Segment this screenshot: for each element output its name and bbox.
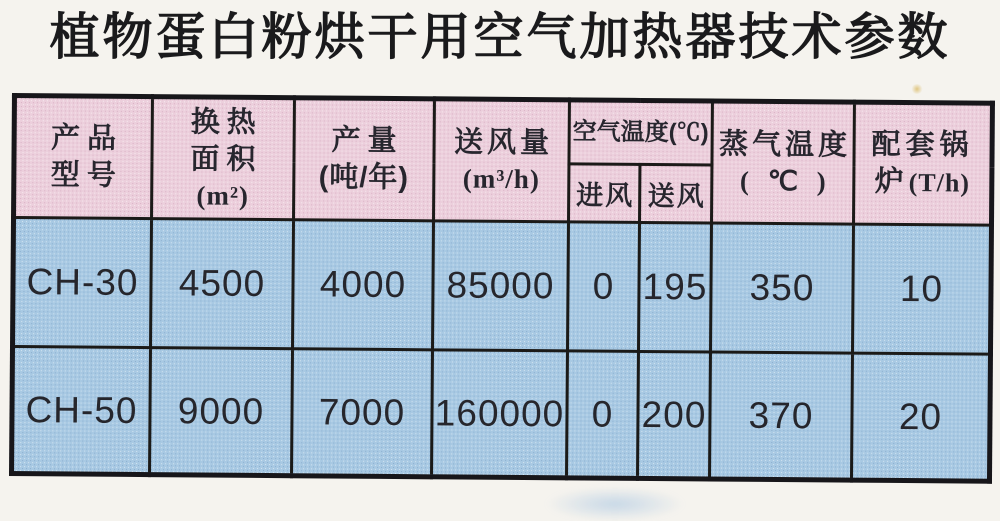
header-cell-heat-area [152, 97, 295, 220]
scan-speck-artifact [911, 84, 923, 94]
header-boiler-unit: (T/h) [908, 168, 971, 198]
header-boiler-line2 [855, 164, 989, 202]
cell-model: CH-50 [12, 347, 151, 475]
header-product-line1: 产品 [51, 122, 124, 155]
table-row-ch50 [12, 347, 991, 482]
cell-boiler: 20 [852, 353, 991, 481]
cell-heat-area: 9000 [150, 348, 293, 476]
header-air-temp-label: 空气温度(℃) [572, 118, 709, 147]
cell-steam-temp: 370 [710, 352, 853, 480]
header-steam-temp-line1: 蒸气温度 [718, 128, 852, 162]
cell-air-outlet: 195 [638, 222, 711, 352]
header-air-flow-unit: (m³/h) [462, 163, 541, 195]
cell-output: 4000 [293, 220, 434, 350]
header-steam-temp-unit: ( ℃ ) [739, 165, 832, 197]
cell-boiler: 10 [852, 224, 991, 354]
cell-output: 7000 [292, 349, 433, 477]
cell-steam-temp: 350 [711, 223, 854, 353]
cell-air-inlet: 0 [567, 222, 639, 352]
header-heat-area-unit: (m²) [196, 179, 250, 211]
cell-air-flow: 160000 [431, 350, 567, 478]
table-header [14, 96, 993, 226]
header-row-top [14, 96, 992, 168]
table-body [12, 218, 992, 482]
header-output-unit: (吨/年) [318, 161, 410, 195]
cell-air-inlet: 0 [566, 351, 638, 479]
page-title: 植物蛋白粉烘干用空气加热器技术参数 [49, 9, 951, 65]
header-cell-air-outlet [640, 164, 712, 223]
cell-air-flow: 85000 [432, 221, 568, 351]
header-output-line1: 产量 [331, 124, 404, 158]
header-cell-air-inlet [569, 164, 640, 223]
header-product-line2: 型号 [50, 159, 123, 192]
header-air-flow-line1: 送风量 [453, 126, 554, 160]
header-cell-air-flow [434, 99, 570, 222]
header-heat-area-line2: 面积 [190, 142, 263, 176]
header-boiler-line2-cn: 炉 [874, 165, 909, 199]
header-cell-steam-temp [712, 101, 855, 224]
header-cell-air-temp [569, 100, 713, 165]
spec-table [9, 93, 995, 484]
header-cell-boiler [854, 102, 993, 225]
header-boiler-line1: 配套锅 [871, 128, 974, 162]
cell-air-outlet: 200 [637, 351, 710, 479]
table-row-ch30 [13, 218, 992, 355]
cell-heat-area: 4500 [151, 219, 294, 349]
header-heat-area-line1: 换热 [190, 105, 263, 139]
cell-model: CH-30 [13, 218, 152, 348]
header-air-inlet-label: 进风 [576, 180, 635, 211]
header-air-outlet-label: 送风 [647, 180, 706, 212]
header-cell-product-model [14, 96, 153, 219]
header-cell-output [294, 98, 435, 221]
